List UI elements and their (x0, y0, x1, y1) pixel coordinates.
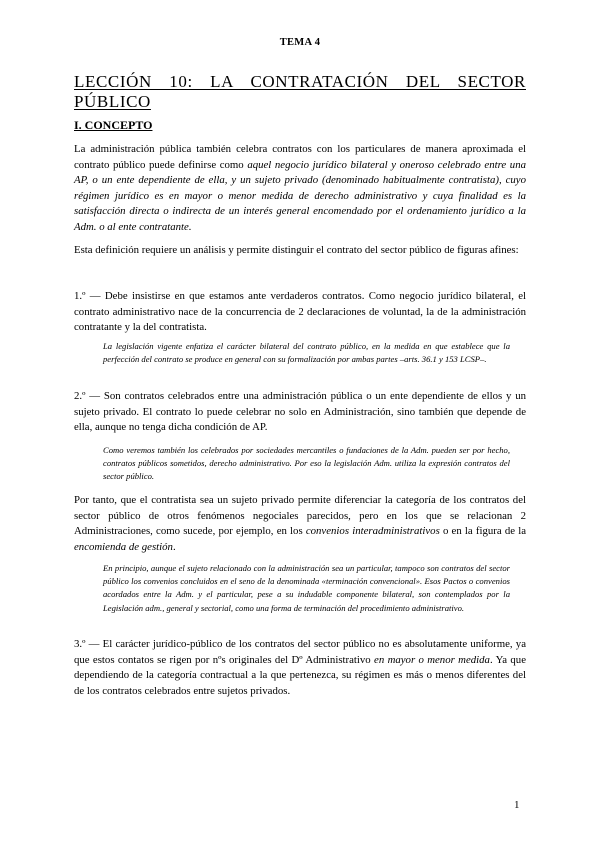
chapter-header: TEMA 4 (279, 37, 321, 48)
lesson-title-text: LECCIÓN 10: LA CONTRATACIÓN DEL SECTOR PÚBLICO (74, 72, 526, 111)
intro-text: La administración pública también celebra contratos con los particulares de manera aproximada el contrato público puede definirse como (74, 143, 526, 171)
definition-paragraph: Esta definición requiere un análisis y permite distinguir el contrato del sector público de figuras afines: (74, 244, 519, 256)
point-2-quote: Como veremos también los celebrados por sociedades mercantiles o fundaciones de la Adm. pueden ser por hecho, contratos públicos sometidos, derecho administrativo. Por eso la legislación Adm. utiliza la expresión contratos del sector público. (103, 445, 510, 482)
page-number: 1 (514, 799, 520, 811)
point-2-paragraph: 2.º — Son contratos celebrados entre una administración pública o un ente dependiente de ellos y un sujeto privado. El contrato lo puede celebrar no solo en Administración, sino también que depende de ella, aunque no tenga dicha condición de AP. (74, 390, 526, 433)
portanto-text-a: Por tanto, que el contratista sea un sujeto privado permite diferenciar la categoría de los contratos del sector público de otros fenómenos negociales parecidos, pero en los que se relacionan 2 Administraciones, como sucede, por ejemplo, en los (74, 494, 526, 537)
point-3-text-a: 3.º — El carácter jurídico-público de los contratos del sector público no es absolutamente uniforme, ya que estos contatos se rigen por nºs originales del Dº Administrativo (74, 638, 526, 666)
portanto-text-e: . (172, 540, 176, 553)
portanto-convenios: convenios interadministrativos (305, 525, 440, 537)
point-3-text-c: . Ya que dependiendo de la categoría contractual a la que pertenezca, su régimen es más o menos diferentes del de los contratos celebrados entre sujetos privados. (74, 653, 526, 697)
portanto-paragraph (74, 493, 526, 555)
intro-definition: aquel negocio jurídico bilateral y oneroso celebrado entre una AP, o un ente dependiente de ella, y un sujeto privado (denominado habitualmente contratista), cuyo régimen jurídico es en mayor o menor medida de derecho administrativo y cuya finalidad es la satisfacción directa o indirecta de un interés general encomendado por el ordenamiento jurídico a la Adm. o al ente contratante. (74, 158, 527, 233)
portanto-encomienda: encomienda de gestión (74, 540, 173, 553)
section-heading: I. CONCEPTO (74, 118, 153, 132)
point-1-paragraph: 1.º — Debe insistirse en que estamos ante verdaderos contratos. Como negocio jurídico bilateral, el contrato administrativo nace de la concurrencia de 2 declaraciones de voluntad, la de la administración contratante y la del contratista. (74, 290, 526, 333)
point-1-quote: La legislación vigente enfatiza el carácter bilateral del contrato público, en la medida en que establece que la perfección del contrato se produce en general con su formalización por ambas partes –arts. 36.1 y 153 LCSP–. (103, 341, 510, 365)
point-3-paragraph (74, 637, 526, 699)
portanto-text-c: o en la figura de la (439, 525, 526, 537)
point-3-emphasis: en mayor o menor medida (374, 653, 490, 666)
portanto-quote: En principio, aunque el sujeto relacionado con la administración sea un particular, tampoco son contratos del sector público los convenios concluidos en el seno de la denominada «terminación convencional». Esos Pactos o convenios acordados entre la Adm. y el particular, pese a su indudable componente bilateral, son contemplados por la Legislación adm., general y sectorial, como una forma de terminación del procedimiento administrativo. (103, 563, 510, 613)
lesson-title (74, 72, 526, 112)
intro-paragraph (74, 142, 526, 235)
